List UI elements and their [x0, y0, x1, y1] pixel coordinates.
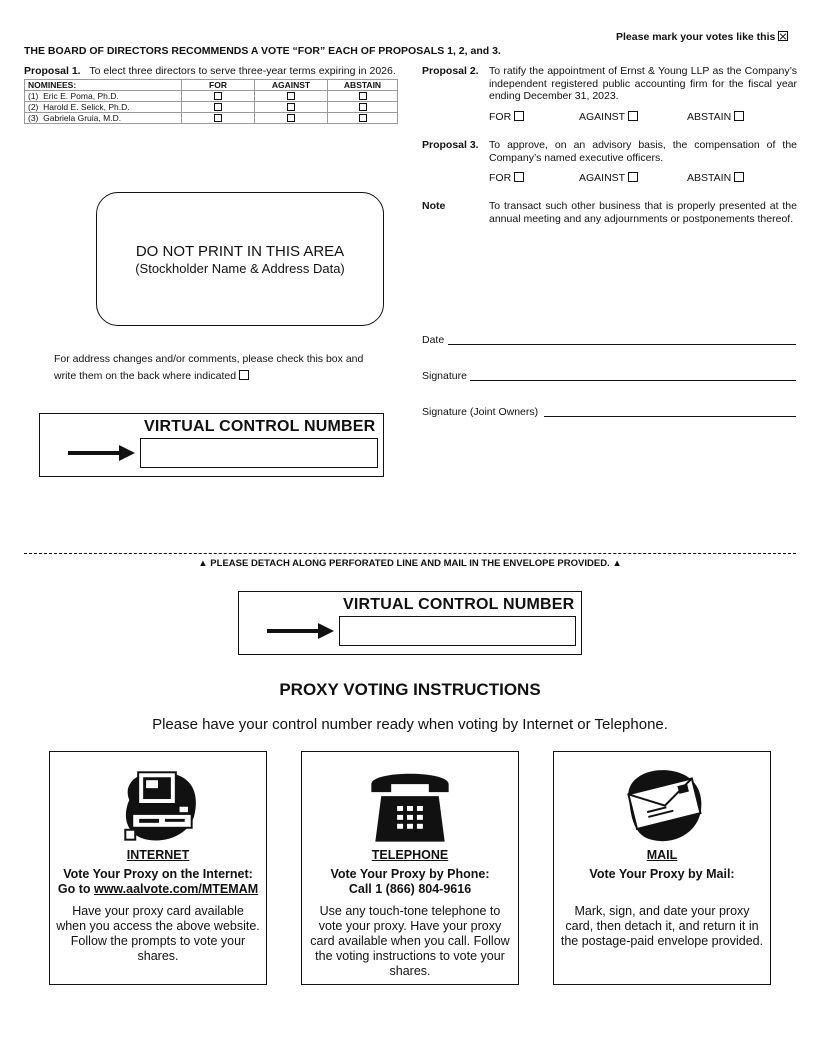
proposal-3-against-checkbox[interactable] — [628, 172, 638, 182]
nominee-3-against-checkbox[interactable] — [287, 114, 295, 122]
proposal-2-against-checkbox[interactable] — [628, 111, 638, 121]
signature-label: Signature — [422, 370, 467, 382]
telephone-instructions: Use any touch-tone telephone to vote your proxy. Have your proxy card available when you call. Follow the voting instructions to vote your shares. — [310, 904, 510, 978]
proposal-3: Proposal 3. To approve, on an advisory basis, the compensation of the Company’s named executive officers. — [422, 139, 797, 164]
control-number-box-lower — [238, 591, 582, 655]
address-print-area: DO NOT PRINT IN THIS AREA (Stockholder Name & Address Data) — [96, 192, 384, 326]
marked-checkbox-example — [778, 31, 788, 41]
proposal-3-text: To approve, on an advisory basis, the compensation of the Company’s named executive officers. — [489, 139, 797, 164]
arrow-head-icon — [119, 445, 135, 461]
joint-signature-line[interactable] — [544, 416, 796, 417]
perforation-line — [24, 553, 796, 554]
telephone-method-box — [301, 751, 519, 985]
instructions-subtitle: Please have your control number ready when voting by Internet or Telephone. — [152, 716, 668, 733]
control-number-field[interactable] — [140, 438, 378, 468]
nominee-name: Harold E. Selick, Ph.D. — [43, 102, 130, 112]
phone-number: Call 1 (866) 804-9616 — [348, 882, 472, 896]
proposal-2-text: To ratify the appointment of Ernst & Young LLP as the Company’s independent registered public accounting firm for the fiscal year ending December 31, 2023. — [489, 65, 797, 102]
mail-envelope-icon — [554, 762, 770, 846]
nominee-name: Gabriela Gruia, M.D. — [43, 113, 122, 123]
note-text: To transact such other business that is properly presented at the annual meeting and any adjournments or postponements thereof. — [489, 200, 797, 225]
proposal-3-votes: FOR AGAINST ABSTAIN — [489, 172, 789, 186]
signature-line[interactable] — [470, 380, 796, 381]
nominee-2-against-checkbox[interactable] — [287, 103, 295, 111]
nominee-row: (1) Eric E. Poma, Ph.D. — [25, 91, 398, 102]
nominee-2-abstain-checkbox[interactable] — [359, 103, 367, 111]
mail-subtitle: Vote Your Proxy by Mail: — [589, 867, 735, 881]
proposal-3-abstain-checkbox[interactable] — [734, 172, 744, 182]
proposal-1-heading: Proposal 1. To elect three directors to serve three-year terms expiring in 2026. — [24, 65, 396, 77]
control-number-box-upper — [39, 413, 384, 477]
date-line[interactable] — [448, 344, 796, 345]
proposal-2-abstain-checkbox[interactable] — [734, 111, 744, 121]
date-label: Date — [422, 334, 445, 346]
note: Note To transact such other business that is properly presented at the annual meeting and any adjournments or postponements thereof. — [422, 200, 797, 225]
mark-votes-instruction: Please mark your votes like this — [616, 31, 788, 43]
internet-title: INTERNET — [126, 848, 190, 862]
internet-instructions: Have your proxy card available when you access the above website. Follow the prompts to vote your shares. — [56, 904, 260, 963]
telephone-icon — [302, 762, 518, 846]
nominee-name: Eric E. Poma, Ph.D. — [43, 91, 119, 101]
computer-icon — [50, 762, 266, 846]
voting-website-link[interactable]: www.aalvote.com/MTEMAM — [93, 882, 259, 896]
proposal-3-for-checkbox[interactable] — [514, 172, 524, 182]
nominee-3-for-checkbox[interactable] — [214, 114, 222, 122]
telephone-subtitle: Vote Your Proxy by Phone: Call 1 (866) 804-9616 — [302, 867, 518, 897]
nominees-table-header: NOMINEES: FOR AGAINST ABSTAIN — [25, 80, 398, 91]
control-number-field[interactable] — [339, 616, 576, 646]
arrow-right-icon — [267, 629, 319, 633]
nominee-2-for-checkbox[interactable] — [214, 103, 222, 111]
mail-title: MAIL — [646, 848, 678, 862]
nominee-3-abstain-checkbox[interactable] — [359, 114, 367, 122]
internet-subtitle: Vote Your Proxy on the Internet: Go to www.aalvote.com/MTEMAM — [57, 867, 259, 896]
instructions-title: PROXY VOTING INSTRUCTIONS — [279, 680, 541, 699]
address-change-note: For address changes and/or comments, please check this box and write them on the back where indicated — [54, 353, 364, 382]
detach-instruction: ▲ PLEASE DETACH ALONG PERFORATED LINE AND MAIL IN THE ENVELOPE PROVIDED. ▲ — [198, 558, 622, 569]
control-number-title: VIRTUAL CONTROL NUMBER — [343, 596, 575, 613]
nominee-row: (3) Gabriela Gruia, M.D. — [25, 113, 398, 124]
arrow-right-icon — [68, 451, 120, 455]
arrow-head-icon — [318, 623, 334, 639]
proposal-2-for-checkbox[interactable] — [514, 111, 524, 121]
nominee-1-for-checkbox[interactable] — [214, 92, 222, 100]
nominee-1-against-checkbox[interactable] — [287, 92, 295, 100]
board-recommendation: THE BOARD OF DIRECTORS RECOMMENDS A VOTE “FOR” EACH OF PROPOSALS 1, 2, and 3. — [24, 45, 501, 57]
nominees-table — [24, 79, 398, 124]
control-number-title: VIRTUAL CONTROL NUMBER — [144, 418, 376, 435]
proposal-2-votes: FOR AGAINST ABSTAIN — [489, 111, 789, 125]
mail-method-box — [553, 751, 771, 985]
mail-instructions: Mark, sign, and date your proxy card, then detach it, and return it in the postage-paid envelope provided. — [560, 904, 764, 948]
joint-signature-label: Signature (Joint Owners) — [422, 406, 539, 418]
nominee-1-abstain-checkbox[interactable] — [359, 92, 367, 100]
internet-method-box — [49, 751, 267, 985]
proposal-2: Proposal 2. To ratify the appointment of Ernst & Young LLP as the Company’s independent registered public accounting firm for the fiscal year ending December 31, 2023. — [422, 65, 797, 102]
nominee-row: (2) Harold E. Selick, Ph.D. — [25, 102, 398, 113]
address-change-checkbox[interactable] — [239, 370, 249, 380]
telephone-title: TELEPHONE — [371, 848, 449, 862]
